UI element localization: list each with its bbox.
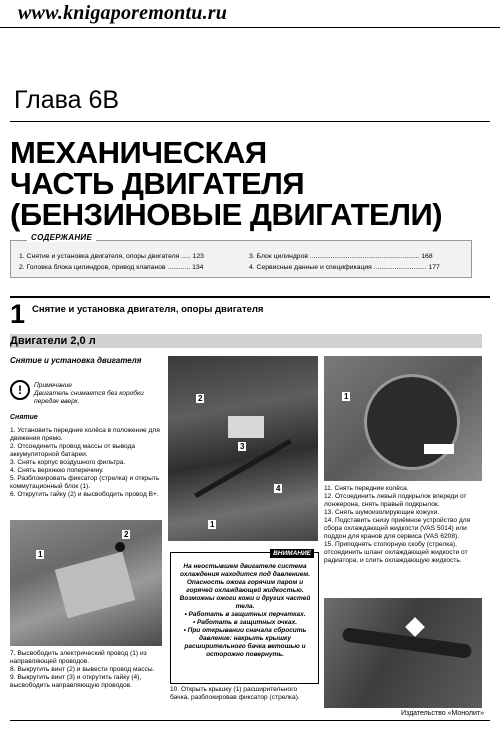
connector-block-shape	[55, 552, 136, 618]
steps-top	[10, 427, 162, 499]
engine-photo-left	[10, 520, 162, 646]
note-title: Примечание	[34, 382, 72, 389]
warning-box	[170, 552, 319, 684]
engine-photo-center	[168, 356, 318, 541]
arrow-icon	[424, 444, 454, 454]
warning-heading: ВНИМАНИЕ	[270, 549, 314, 558]
warning-bullet: • Работать в защитных очках.	[192, 619, 298, 626]
connector-shape	[228, 416, 264, 438]
reservoir-cap-shape	[364, 374, 460, 470]
table-of-contents	[10, 233, 472, 278]
right-steps	[324, 485, 484, 565]
step-item: 5. Разблокировать фиксатор (стрелка) и открыть коммутационный блок (1).	[10, 475, 160, 490]
section-number: 1	[10, 299, 26, 329]
toc-heading: СОДЕРЖАНИЕ	[27, 233, 96, 242]
title-line-2: ЧАСТЬ ДВИГАТЕЛЯ	[10, 166, 305, 201]
photo-label: 1	[210, 520, 215, 529]
section-title: Снятие и установка двигателя, опоры двигателя	[32, 304, 264, 315]
note-text: Двигатель снимается без коробки передач вверх.	[34, 390, 144, 405]
steps-bottom	[10, 650, 162, 690]
nut-shape	[115, 542, 125, 552]
site-url: www.knigaporemontu.ru	[18, 2, 228, 24]
photo-label: 2	[124, 530, 129, 539]
warning-bullet: • При открывании сначала сбросить давление: накрыть крышку расширительного бачка ветошью и осторожно повернуть.	[183, 627, 307, 658]
section-divider	[10, 296, 490, 298]
publisher: Издательство «Монолит»	[400, 710, 484, 717]
step-item: 7. Высвободить электрический провод (1) из направляющей проводов.	[10, 650, 147, 665]
exclamation-icon: !	[10, 380, 30, 400]
reservoir-photo	[324, 356, 482, 481]
warning-text: На неостывшем двигателе система охлаждения находится под давлением. Опасность ожога горячим паром и горячей охлаждающей жидкостью. Возможны ожоги кожи и других частей тела.	[179, 563, 311, 610]
title-line-3: (БЕНЗИНОВЫЕ ДВИГАТЕЛИ)	[10, 197, 443, 232]
step-item: 6. Открутить гайку (2) и высвободить провод B+.	[10, 491, 159, 498]
footer-divider	[10, 720, 490, 721]
warning-body	[177, 563, 313, 659]
step-item: 9. Выкрутить винт (3) и открутить гайку (4), высвободить направляющую проводов.	[10, 674, 142, 689]
left-heading: Снятие и установка двигателя	[10, 356, 142, 365]
subsection-title: Двигатели 2,0 л	[10, 335, 96, 347]
photo-label: 3	[240, 442, 245, 451]
step-item: 15. Приподнять стопорную скобу (стрелка), отсоединить шланг охлаждающей жидкости от радиатора, и слить охлаждающую жидкость.	[324, 541, 468, 564]
toc-item: 1. Снятие и установка двигателя, опоры двигателя ..... 123	[19, 253, 204, 260]
photo-label: 1	[344, 392, 349, 401]
step-item: 2. Отсоединить провод массы от вывода аккумуляторной батареи.	[10, 443, 136, 458]
step-item: 13. Снять шумоизолирующие кожухи.	[324, 509, 440, 516]
chapter-title	[10, 137, 442, 230]
chapter-divider	[10, 121, 490, 122]
chapter-label: Глава 6В	[14, 86, 120, 114]
step-10: 10. Открыть крышку (1) расширительного бачка, разблокировав фиксатор (стрелка).	[170, 686, 300, 701]
warning-bullet: • Работать в защитных перчатках.	[184, 611, 306, 618]
toc-item: 2. Головка блока цилиндров, привод клапанов ............ 134	[19, 264, 204, 271]
toc-item: 3. Блок цилиндров .......................................................... 168	[249, 253, 433, 260]
step-item: 8. Выкрутить винт (2) и вывести провод массы.	[10, 666, 155, 673]
photo-label: 4	[276, 484, 281, 493]
arrow-icon	[405, 617, 425, 637]
toc-item: 4. Сервисные данные и спецификация ............................ 177	[249, 264, 440, 271]
step-item: 11. Снять передние колёса.	[324, 485, 409, 492]
step-item: 14. Подставить снизу приёмное устройство для сбора охлаждающей жидкости (VAS 5014) или поддон для кранов для сервиса (VAS 6208).	[324, 517, 471, 540]
step-item: 3. Снять корпус воздушного фильтра.	[10, 459, 126, 466]
photo-label: 1	[38, 550, 43, 559]
step-item: 12. Отсоединить левый подкрылок впереди от лонжерона, снять правый подкрылок.	[324, 493, 467, 508]
coolant-hose-shape	[342, 627, 473, 659]
removal-heading: Снятие	[10, 414, 38, 421]
step-item: 1. Установить передние колёса в положение для движения прямо.	[10, 427, 160, 442]
title-line-1: МЕХАНИЧЕСКАЯ	[10, 135, 267, 170]
header-divider	[0, 27, 500, 28]
step-item: 4. Снять верхнюю поперечину.	[10, 467, 104, 474]
photo-label: 2	[198, 394, 203, 403]
radiator-photo	[324, 598, 482, 708]
